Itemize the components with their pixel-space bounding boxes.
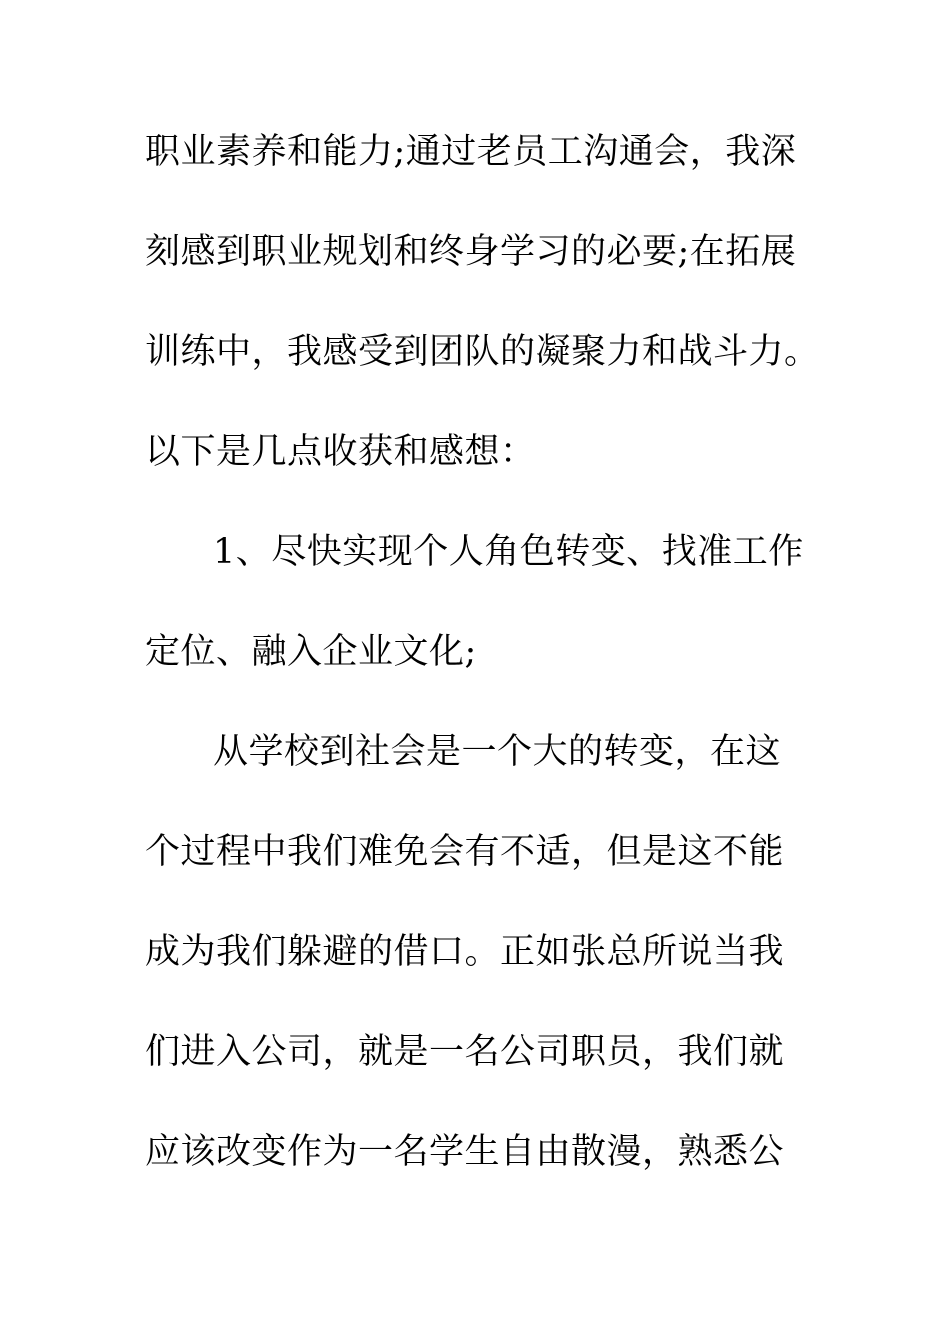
text-line: 职业素养和能力;通过老员工沟通会，我深: [145, 132, 797, 172]
text-line: 应该改变作为一名学生自由散漫，熟悉公: [145, 1132, 785, 1172]
text-line: 成为我们躲避的借口。正如张总所说当我: [145, 932, 785, 972]
text-line: 们进入公司，就是一名公司职员，我们就: [145, 1032, 785, 1072]
text-line: 训练中，我感受到团队的凝聚力和战斗力。: [145, 332, 820, 372]
text-line: 个过程中我们难免会有不适，但是这不能: [145, 832, 785, 872]
paragraph-start: 从学校到社会是一个大的转变，在这: [213, 732, 782, 772]
list-item-heading: 1、尽快实现个人角色转变、找准工作: [213, 532, 804, 572]
text-line: 以下是几点收获和感想：: [145, 432, 536, 472]
text-line: 刻感到职业规划和终身学习的必要;在拓展: [145, 232, 797, 272]
text-line: 定位、融入企业文化;: [145, 632, 477, 672]
